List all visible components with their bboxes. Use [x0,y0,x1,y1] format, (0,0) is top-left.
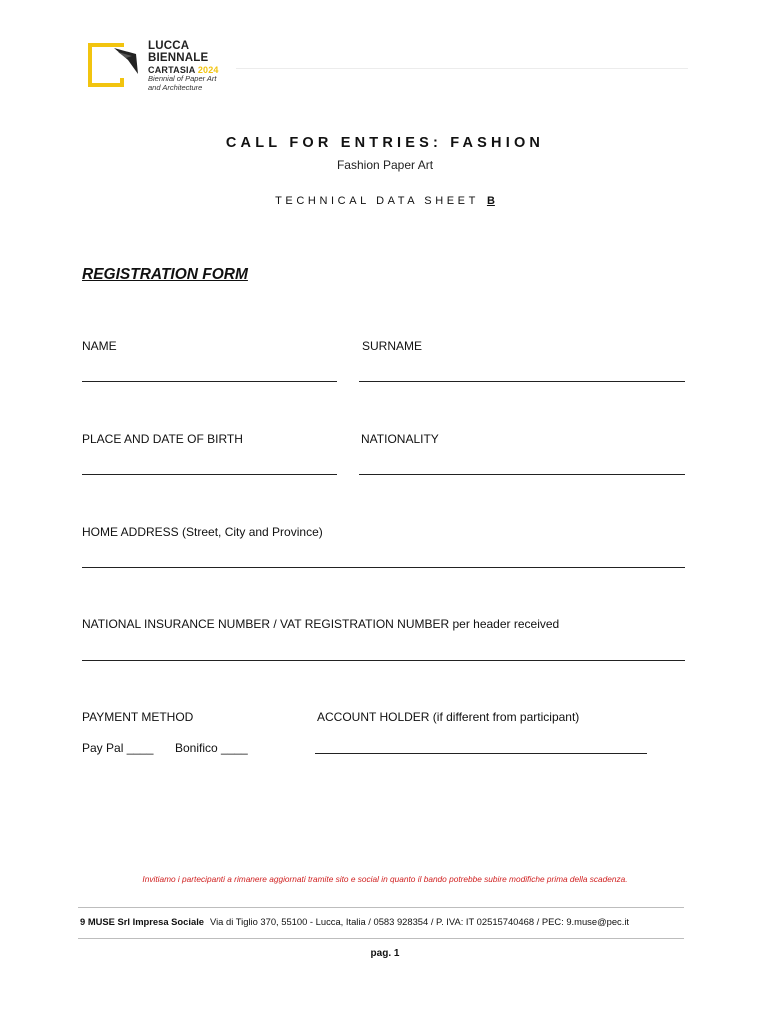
paypal-option[interactable]: Pay Pal ____ [82,741,154,755]
datasheet-letter: B [486,195,495,207]
logo-text-biennale: BIENNALE [148,52,209,64]
insurance-field[interactable] [82,660,685,661]
name-field[interactable] [82,381,337,382]
footer-divider-top [78,907,684,908]
page-title: CALL FOR ENTRIES: FASHION [225,135,545,151]
address-field[interactable] [82,567,685,568]
logo-frame-accent [120,78,124,87]
insurance-label: NATIONAL INSURANCE NUMBER / VAT REGISTRATION NUMBER per header received [82,617,560,631]
address-label: HOME ADDRESS (Street, City and Province) [82,525,323,539]
logo-subtitle-2: and Architecture [148,83,203,92]
form-heading: REGISTRATION FORM [82,266,248,283]
account-holder-label: ACCOUNT HOLDER (if different from participant) [317,710,580,724]
logo-wing-icon [112,46,140,76]
datasheet-heading [0,195,770,207]
header-divider [236,68,688,69]
account-holder-field[interactable] [315,753,647,754]
footer-company: 9 MUSE Srl Impresa Sociale [80,916,205,927]
birth-field[interactable] [82,474,337,475]
surname-label: SURNAME [362,339,423,353]
bonifico-option[interactable]: Bonifico ____ [175,741,248,755]
footer-text [80,916,629,927]
logo-text-lucca: LUCCA [148,40,190,52]
datasheet-label: TECHNICAL DATA SHEET [275,195,479,207]
payment-method-label: PAYMENT METHOD [82,710,194,724]
page-subtitle: Fashion Paper Art [336,158,434,172]
logo-year: 2024 [197,65,219,75]
footer-divider-bottom [78,938,684,939]
logo-subtitle-1: Biennial of Paper Art [148,74,217,83]
footer-details: Via di Tiglio 370, 55100 - Lucca, Italia / 0583 928354 / P. IVA: IT 02515740468 / PEC: 9.muse@pec.it [210,916,630,927]
logo-cartasia-name: CARTASIA [148,65,196,75]
surname-field[interactable] [359,381,685,382]
nationality-field[interactable] [359,474,685,475]
notice-text: Invitiamo i partecipanti a rimanere aggiornati tramite sito e social in quanto il bando potrebbe subire modifiche prima della scadenza. [142,874,628,884]
name-label: NAME [82,339,117,353]
birth-label: PLACE AND DATE OF BIRTH [82,432,243,446]
nationality-label: NATIONALITY [361,432,439,446]
page-number: pag. 1 [370,948,400,959]
